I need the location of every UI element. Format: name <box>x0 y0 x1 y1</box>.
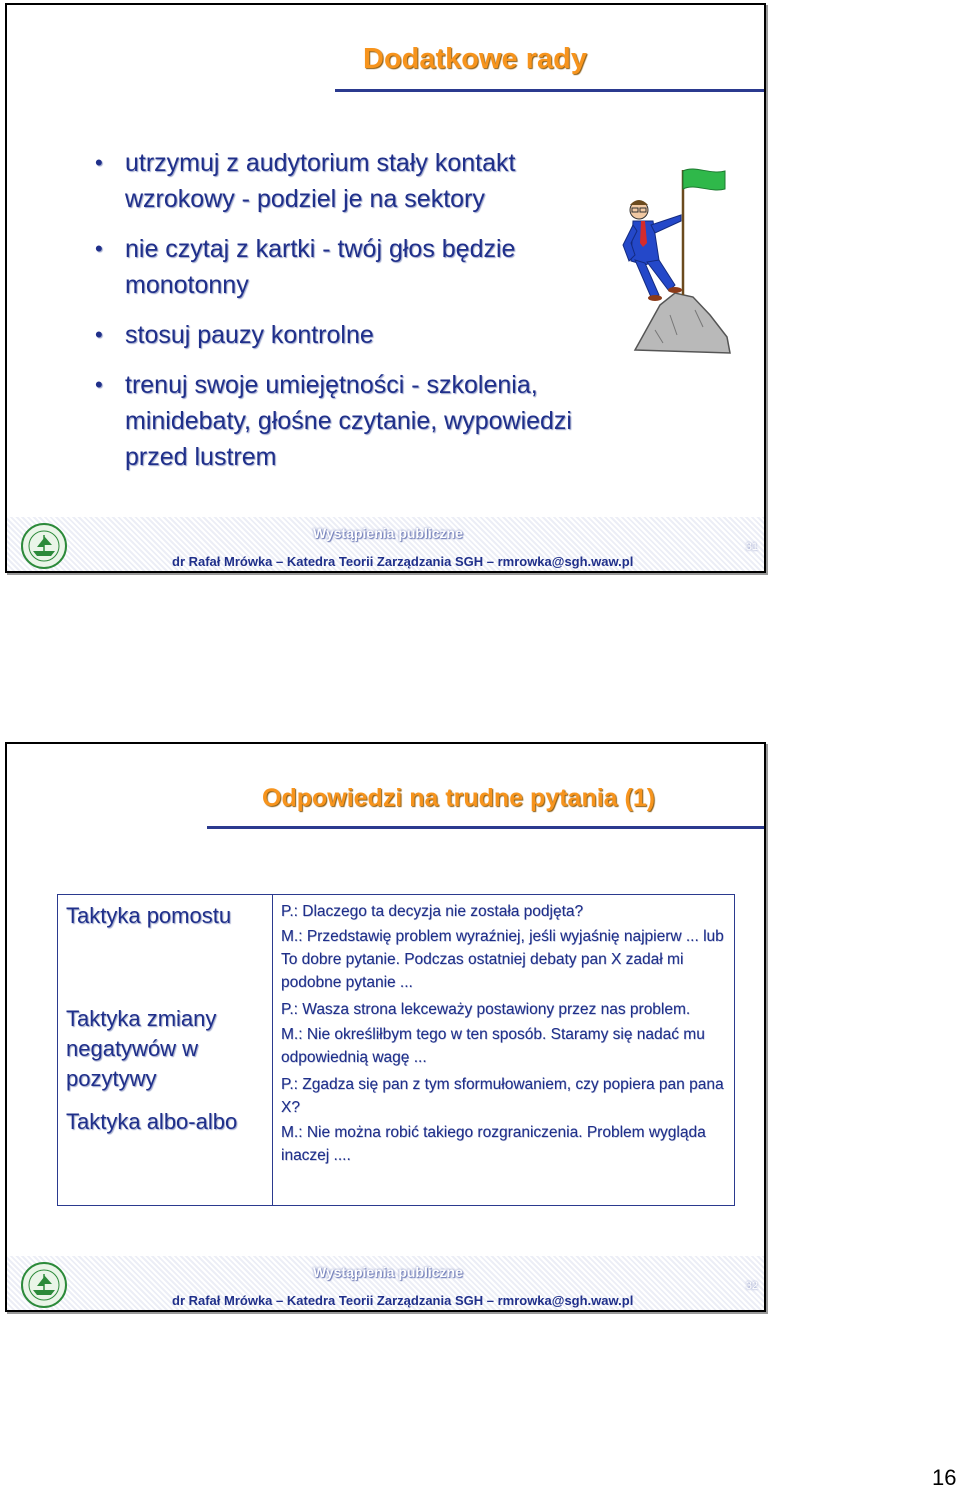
answer: M.: Przedstawię problem wyraźniej, jeśli wyjaśnię najpierw ... lub To dobre pytanie. Podczas ostatniej debaty pan X zadał mi podobne pytanie ... <box>281 928 724 991</box>
course-name: Wystąpienia publiczne <box>313 525 463 541</box>
sgh-logo-icon <box>19 1260 69 1310</box>
question: P.: Dlaczego ta decyzja nie została podjęta? <box>281 903 584 920</box>
tactic-label: Taktyka pomostu <box>66 903 232 928</box>
slide-31 <box>5 3 766 573</box>
bullet-icon: • <box>95 322 103 347</box>
man-with-flag-icon <box>615 165 735 355</box>
author-line: dr Rafał Mrówka – Katedra Teorii Zarządzania SGH – rmrowka@sgh.waw.pl <box>172 554 634 569</box>
qa-group <box>281 1073 726 1167</box>
tactic-label: Taktyka albo-albo <box>66 1109 238 1134</box>
bullet-icon: • <box>95 372 103 397</box>
tactics-column <box>58 895 273 1205</box>
question: P.: Wasza strona lekceważy postawiony przez nas problem. <box>281 1001 691 1018</box>
slide-number: 32 <box>745 1280 758 1292</box>
slide-title: Dodatkowe rady <box>363 43 587 75</box>
bullet-item: • utrzymuj z audytorium stały kontakt wzrokowy - podziel je na sektory <box>95 145 615 217</box>
bullet-icon: • <box>95 236 103 261</box>
slide-footer <box>7 1256 764 1310</box>
bullet-list <box>95 145 615 489</box>
tactic-label: Taktyka zmiany negatywów w pozytywy <box>66 1006 217 1091</box>
qa-group <box>281 998 726 1069</box>
bullet-item: • stosuj pauzy kontrolne <box>95 317 615 353</box>
title-rule <box>207 826 764 829</box>
course-name: Wystąpienia publiczne <box>313 1264 463 1280</box>
sgh-logo-icon <box>19 521 69 571</box>
slide-footer <box>7 517 764 571</box>
slide-title: Odpowiedzi na trudne pytania (1) <box>262 784 656 812</box>
qa-column <box>273 895 734 1205</box>
page-number: 16 <box>932 1465 957 1490</box>
question: P.: Zgadza się pan z tym sformułowaniem, czy popiera pan pana X? <box>281 1076 724 1116</box>
bullet-item: • nie czytaj z kartki - twój głos będzie monotonny <box>95 231 615 303</box>
bullet-icon: • <box>95 150 103 175</box>
title-rule <box>335 89 764 92</box>
answer: M.: Nie określiłbym tego w ten sposób. Staramy się nadać mu odpowiednią wagę ... <box>281 1026 705 1066</box>
bullet-item: • trenuj swoje umiejętności - szkolenia, minidebaty, głośne czytanie, wypowiedzi przed lustrem <box>95 367 615 475</box>
answer: M.: Nie można robić takiego rozgraniczenia. Problem wygląda inaczej .... <box>281 1124 706 1164</box>
slide-number: 31 <box>745 541 758 553</box>
author-line: dr Rafał Mrówka – Katedra Teorii Zarządzania SGH – rmrowka@sgh.waw.pl <box>172 1293 634 1308</box>
qa-group <box>281 900 726 994</box>
slide-32 <box>5 742 766 1312</box>
tactics-table <box>57 894 735 1206</box>
